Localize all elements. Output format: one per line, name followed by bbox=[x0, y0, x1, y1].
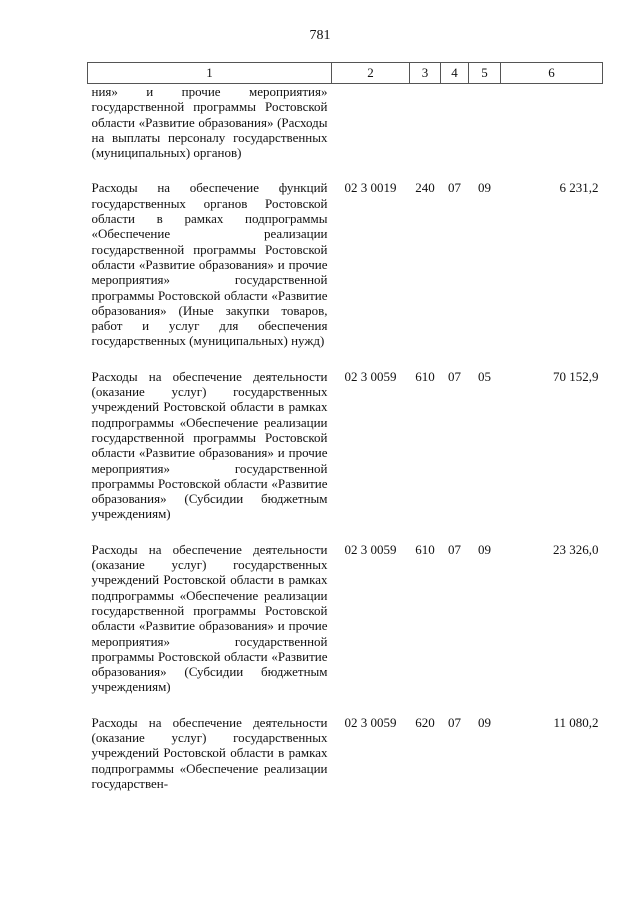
row-expense-type: 610 bbox=[415, 541, 435, 557]
header-col-5: 5 bbox=[469, 63, 501, 84]
table-row bbox=[88, 368, 603, 541]
table-row bbox=[88, 179, 603, 367]
row-description: Расходы на обеспечение деятельности (оказание услуг) государственных учреждений Ростовской области в рамках подпрограммы «Обеспечение реализации государствен- bbox=[91, 714, 328, 791]
budget-table bbox=[87, 62, 603, 810]
row-target-code: 02 3 0059 bbox=[344, 714, 397, 730]
header-col-4: 4 bbox=[441, 63, 469, 84]
continuation-description: ния» и прочие мероприятия» государственной программы Ростовской области «Развитие образования» (Расходы на выплаты персоналу государственных (муниципальных) органов) bbox=[91, 84, 328, 161]
header-col-6: 6 bbox=[501, 63, 603, 84]
page-number: 781 bbox=[309, 28, 331, 43]
row-subsection: 09 bbox=[478, 714, 491, 730]
row-subsection: 09 bbox=[478, 180, 491, 196]
row-section: 07 bbox=[448, 180, 461, 196]
row-expense-type: 610 bbox=[415, 368, 435, 384]
table-header-row bbox=[88, 63, 603, 84]
row-section: 07 bbox=[448, 714, 461, 730]
row-amount: 70 152,9 bbox=[553, 368, 599, 384]
row-subsection: 05 bbox=[478, 368, 491, 384]
row-expense-type: 620 bbox=[415, 714, 435, 730]
row-section: 07 bbox=[448, 541, 461, 557]
row-target-code: 02 3 0059 bbox=[344, 541, 397, 557]
table-row bbox=[88, 714, 603, 810]
header-col-2: 2 bbox=[332, 63, 410, 84]
row-amount: 6 231,2 bbox=[559, 180, 599, 196]
header-col-1: 1 bbox=[88, 63, 332, 84]
row-expense-type: 240 bbox=[415, 180, 435, 196]
row-subsection: 09 bbox=[478, 541, 491, 557]
row-target-code: 02 3 0019 bbox=[344, 180, 397, 196]
row-description: Расходы на обеспечение деятельности (оказание услуг) государственных учреждений Ростовской области в рамках подпрограммы «Обеспечение реализации государственной программы Ростовской области «Развитие образования» и прочие мероприятия» государственной программы Ростовской области «Развитие образования» (Субсидии бюджетным учреждениям) bbox=[91, 368, 328, 522]
row-section: 07 bbox=[448, 368, 461, 384]
row-description: Расходы на обеспечение функций государственных органов Ростовской области в рамках подпрограммы «Обеспечение реализации государственной программы Ростовской области «Развитие образования» и прочие мероприятия» государственной программы Ростовской области «Развитие образования» (Иные закупки товаров, работ и услуг для обеспечения государственных (муниципальных) нужд) bbox=[91, 180, 328, 349]
row-amount: 23 326,0 bbox=[553, 541, 599, 557]
row-amount: 11 080,2 bbox=[553, 714, 599, 730]
table-row bbox=[88, 541, 603, 714]
header-col-3: 3 bbox=[410, 63, 441, 84]
row-target-code: 02 3 0059 bbox=[344, 368, 397, 384]
continuation-row bbox=[88, 84, 603, 180]
row-description: Расходы на обеспечение деятельности (оказание услуг) государственных учреждений Ростовской области в рамках подпрограммы «Обеспечение реализации государственной программы Ростовской области «Развитие образования» и прочие мероприятия» государственной программы Ростовской области «Развитие образования» (Субсидии бюджетным учреждениям) bbox=[91, 541, 328, 695]
